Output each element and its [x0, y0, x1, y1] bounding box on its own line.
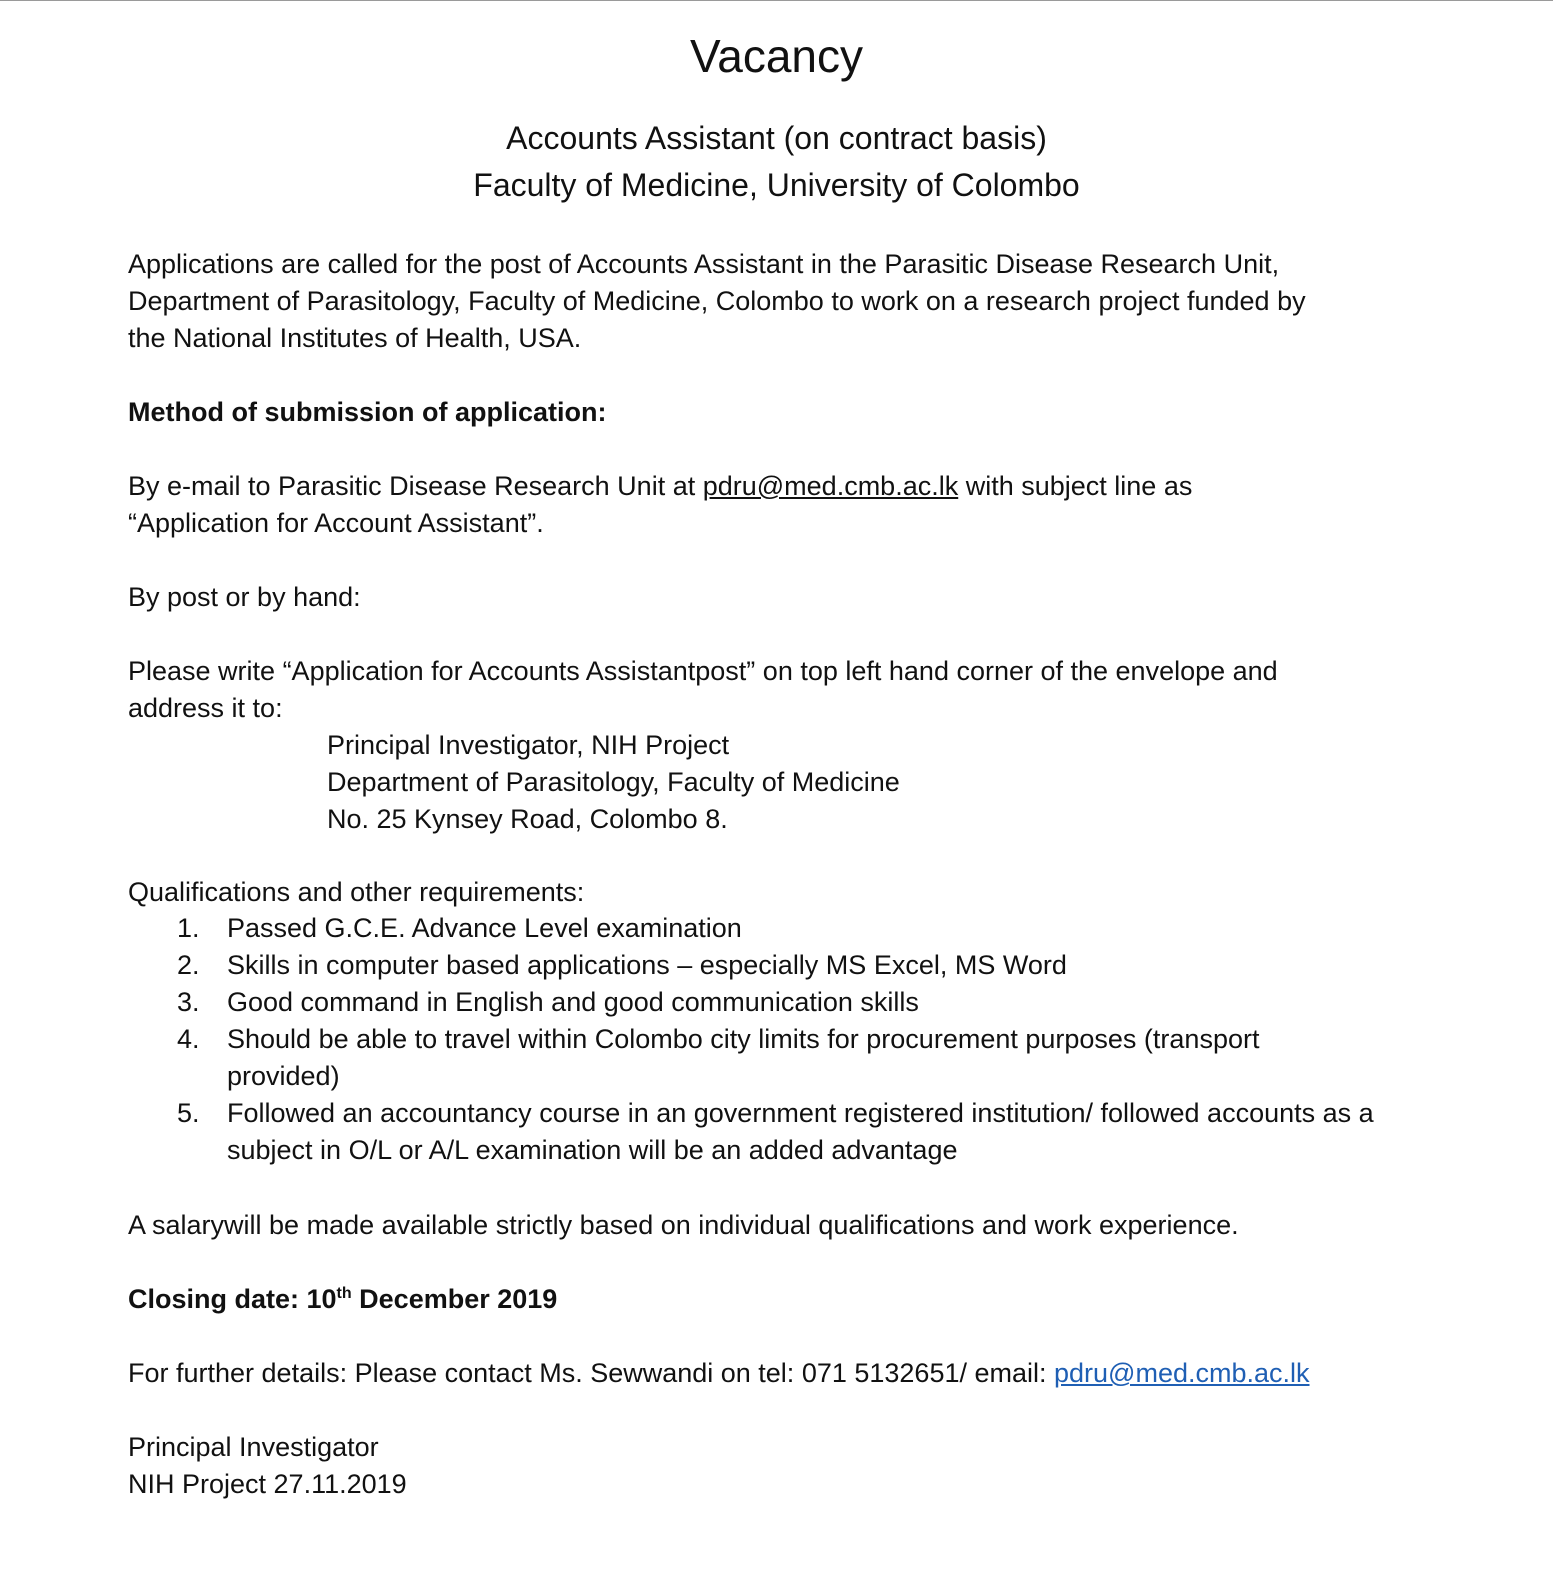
list-item-text: subject in O/L or A/L examination will be an added advantage [227, 1135, 958, 1165]
email-link[interactable]: pdru@med.cmb.ac.lk [702, 471, 959, 501]
list-item-text: provided) [227, 1061, 340, 1091]
salary-statement: A salarywill be made available strictly based on individual qualifications and work experience. [128, 1210, 1239, 1240]
intro-line: the National Institutes of Health, USA. [128, 323, 582, 353]
address-line: Principal Investigator, NIH Project [327, 730, 730, 760]
signature-block [128, 1429, 1458, 1503]
contact-text: For further details: Please contact Ms. Sewwandi on tel: 071 5132651/ email: [128, 1358, 1055, 1388]
address-line: No. 25 Kynsey Road, Colombo 8. [327, 804, 728, 834]
list-number: 4. [177, 1024, 200, 1054]
list-item [128, 1021, 1458, 1095]
list-number: 2. [177, 950, 200, 980]
list-item [128, 947, 1458, 984]
closing-date-suffix: December 2019 [351, 1284, 558, 1314]
position-title: Accounts Assistant (on contract basis) [506, 120, 1047, 156]
qualifications-list [128, 910, 1458, 1169]
list-item-text: Followed an accountancy course in an government registered institution/ followed accounts as a [227, 1098, 1374, 1128]
page-title: Vacancy [689, 30, 864, 82]
intro-line: Department of Parasitology, Faculty of Medicine, Colombo to work on a research project funded by [128, 286, 1306, 316]
closing-date-ordinal: th [336, 1285, 352, 1302]
list-item-text: Skills in computer based applications – especially MS Excel, MS Word [227, 950, 1067, 980]
contact-details [128, 1355, 1458, 1392]
list-number: 5. [177, 1098, 200, 1128]
envelope-line: Please write “Application for Accounts Assistantpost” on top left hand corner of the envelope and [128, 656, 1278, 686]
email-submission-line [128, 468, 1458, 505]
envelope-paragraph [128, 653, 1458, 727]
list-item [128, 910, 1458, 947]
method-heading: Method of submission of application: [128, 397, 607, 427]
list-item [128, 984, 1458, 1021]
list-item-text: Should be able to travel within Colombo city limits for procurement purposes (transport [227, 1024, 1260, 1054]
list-item-text: Good command in English and good communication skills [227, 987, 919, 1017]
intro-paragraph [128, 246, 1458, 357]
list-number: 3. [177, 987, 200, 1017]
contact-email-link[interactable]: pdru@med.cmb.ac.lk [1054, 1358, 1310, 1388]
intro-line: Applications are called for the post of Accounts Assistant in the Parasitic Disease Research Unit, [128, 249, 1280, 279]
list-number: 1. [177, 913, 200, 943]
institution-title: Faculty of Medicine, University of Colombo [473, 167, 1080, 203]
signature-line: NIH Project 27.11.2019 [128, 1469, 407, 1499]
email-prefix-text: By e-mail to Parasitic Disease Research Unit at [128, 471, 703, 501]
closing-date [128, 1281, 1458, 1318]
closing-date-prefix: Closing date: 10 [128, 1284, 337, 1314]
address-line: Department of Parasitology, Faculty of Medicine [327, 767, 900, 797]
qualifications-heading: Qualifications and other requirements: [128, 877, 585, 907]
post-heading: By post or by hand: [128, 582, 361, 612]
list-item-text: Passed G.C.E. Advance Level examination [227, 913, 742, 943]
subject-line-text: “Application for Account Assistant”. [128, 508, 544, 538]
email-suffix-text: with subject line as [958, 471, 1193, 501]
mailing-address [327, 727, 900, 838]
email-submission-paragraph [128, 468, 1458, 542]
list-item [128, 1095, 1458, 1169]
signature-line: Principal Investigator [128, 1432, 379, 1462]
envelope-line: address it to: [128, 693, 283, 723]
